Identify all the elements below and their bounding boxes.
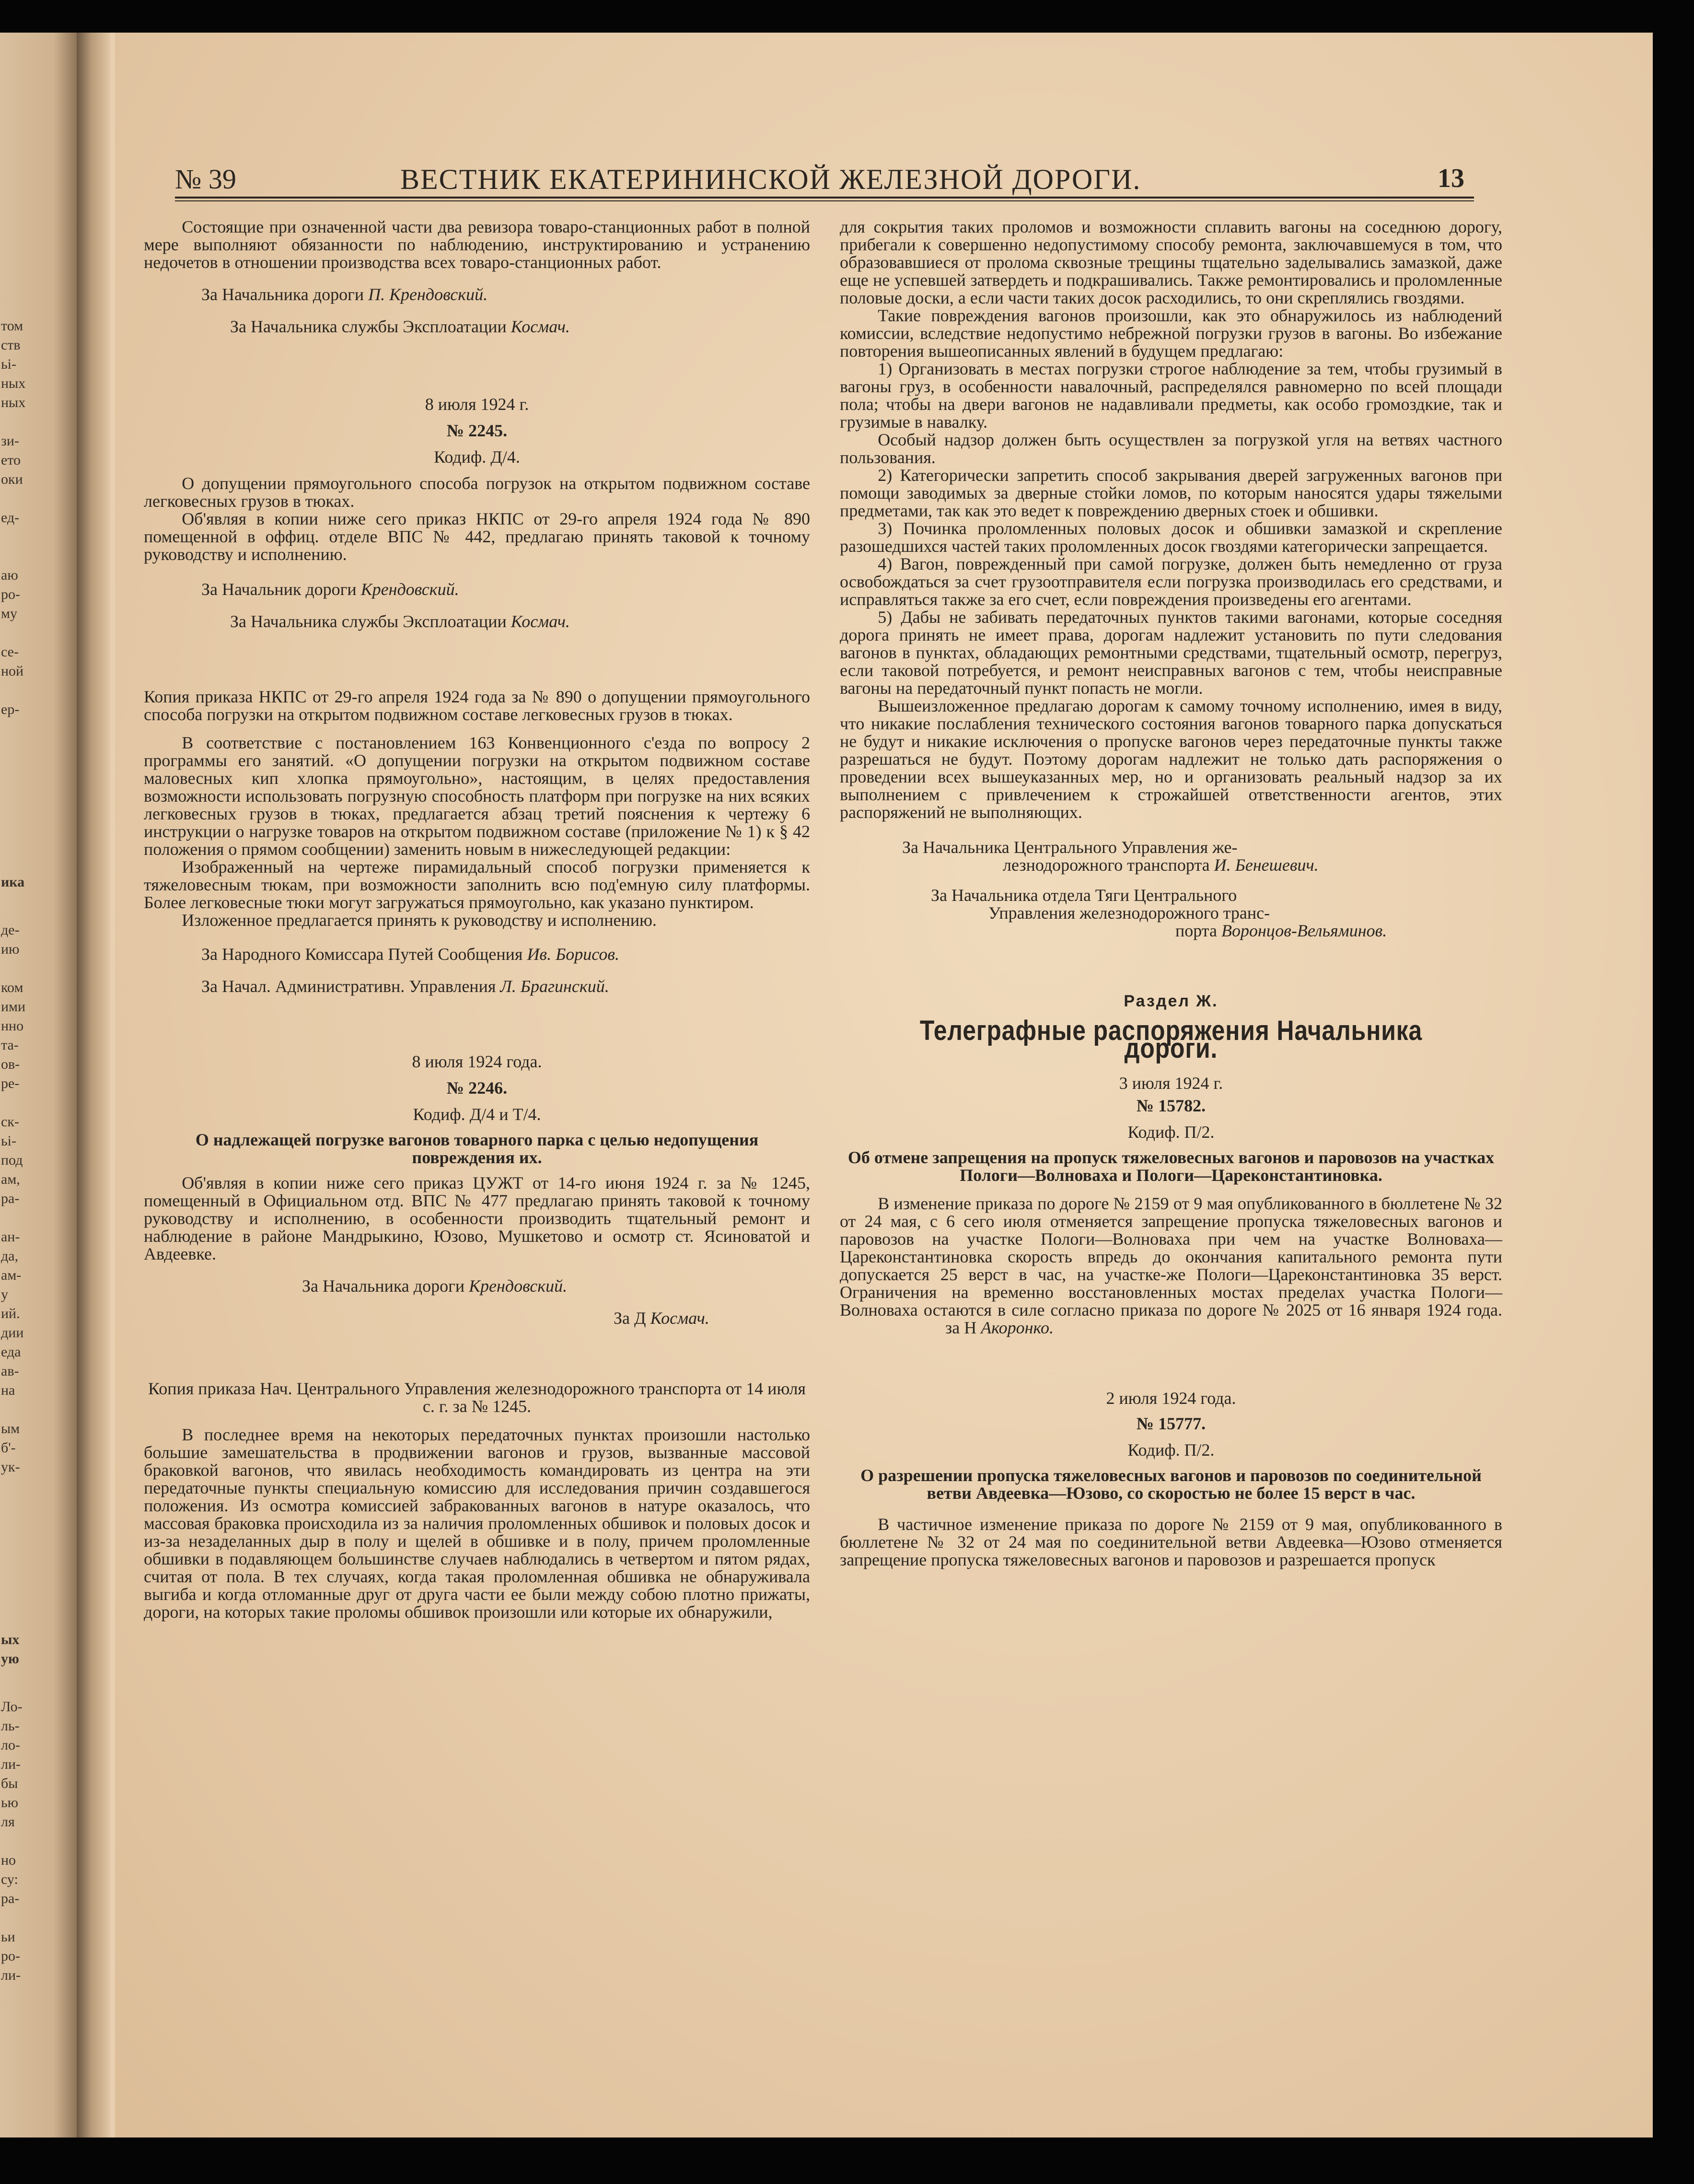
paragraph: Вышеизложенное предлагаю дорогам к самому точному исполнению, имея в виду, что никакие послабления технического состояния вагонов товарного парка допускаться не будут и никакие исключения о пропуске вагонов через передаточные пункты также разрешаться не будут. Поэтому дорогам надлежит не только дать распоряжения о проведении всех вышеуказанных мер, но и организовать реальный надзор за их выполнением с привлечением к строжайшей ответственности агентов, этих распоряжений не выполняющих. [840, 696, 1502, 822]
section-label: Раздел Ж. [1124, 992, 1218, 1010]
order-number: № 2246. [446, 1078, 508, 1098]
left-page-fragment: ро- [1, 586, 20, 602]
paragraph: О допущении прямоугольного способа погрузок на открытом подвижном составе легковесных грузов в тюках. [144, 474, 810, 511]
journal-title: ВЕСТНИК ЕКАТЕРИНИНСКОЙ ЖЕЛЕЗНОЙ ДОРОГИ. [400, 164, 1141, 195]
issue-number: № 39 [175, 164, 236, 195]
left-page-fragment: ов- [1, 1056, 20, 1072]
paragraph: Состоящие при означенной части два ревизора товаро-станционных работ в полной мере выполняют обязанности по наблюдению, инструктированию и устранению недочетов в отношении производства всех товаро-станционных работ. [144, 217, 810, 272]
book-gutter [77, 33, 110, 2137]
signature: За Начальника дороги П. Крендовский. [201, 285, 488, 304]
copy-heading: Копия приказа НКПС от 29-го апреля 1924 года за № 890 о допущении прямоугольного способа погрузки на открытом подвижном составе легковесных грузов в тюках. [144, 687, 810, 724]
order-date: 2 июля 1924 года. [1106, 1389, 1236, 1408]
left-page-fragment: ан- [1, 1229, 20, 1245]
header-rule [175, 200, 1474, 201]
paragraph: Об'являя в копии ниже сего приказ НКПС от 29-го апреля 1924 года № 890 помещенной в оффиц. отделе ВПС № 442, предлагаю принять таковой к точному руководству и исполнению. [144, 509, 810, 564]
order-number: № 2245. [446, 421, 508, 440]
left-page-fragment: ло- [1, 1737, 20, 1753]
left-page-fragment: ск- [1, 1114, 19, 1130]
paragraph: 1) Организовать в местах погрузки строгое наблюдение за тем, чтобы грузимый в вагоны груз, в особенности навалочный, распределялся равномерно по всей площади пола; чтобы на двери вагонов не надавливали предметы, как особо громоздкие, так и грузимые в навалку. [840, 359, 1502, 432]
left-page-fragment: под [1, 1152, 23, 1168]
left-page-fragment: ам, [1, 1171, 20, 1187]
order-number: № 15782. [1136, 1096, 1206, 1115]
paragraph: В соответствие с постановлением 163 Конвенционного с'езда по вопросу 2 программы его занятий. «О допущении погрузки на открытом подвижном составе маловесных кип хлопка прямоугольно», настоящим, в целях предоставления возможности использовать погрузную способность платформ при погрузке на них всяких легковесных грузов в тюках, предлагается абзац третий пояснения к чертежу 6 инструкции о нагрузке товаров на открытом подвижном составе (приложение № 1) к § 42 положения о прямом сообщении) заменить новым в нижеследующей редакции: [144, 733, 810, 859]
left-page-fragment: на [1, 1382, 15, 1398]
signature: За Д Космач. [614, 1308, 709, 1328]
signature: лезнодорожного транспорта И. Бенешевич. [1003, 855, 1319, 875]
left-page-fragment: ств [1, 337, 21, 353]
left-page-fragment: ика [1, 874, 25, 890]
left-page-fragment: та- [1, 1037, 19, 1053]
left-page-fragment: ам- [1, 1267, 22, 1283]
left-page-fragment: ьі- [1, 356, 17, 372]
signature: За Начальник дороги Крендовский. [201, 580, 459, 599]
left-page-fragment: ью [1, 1795, 19, 1810]
left-column [144, 218, 810, 1621]
paragraph: Изображенный на чертеже пирамидальный способ погрузки применяется к тяжеловесным тюкам, при возможности заполнить всю под'емную силу платформы. Более легковесные тюки могут загружаться прямоугольно, как указано пунктиром. [144, 857, 810, 912]
left-page-fragment: ий. [1, 1306, 20, 1321]
left-page-fragment: ав- [1, 1363, 19, 1379]
order-number: № 15777. [1136, 1414, 1206, 1433]
left-page-fragment: бы [1, 1775, 18, 1791]
order-code: Кодиф. П/2. [1127, 1122, 1215, 1142]
left-page-fragment: аю [1, 567, 18, 583]
left-page-fragment: ед- [1, 510, 20, 526]
paragraph: В изменение приказа по дороге № 2159 от 9 мая опубликованного в бюллетене № 32 от 24 мая, с 6 сего июля отменяется запрещение пропуска тяжеловесных вагонов и паровозов на участке Пологи—Волноваха при чем на участке Волноваха—Цареконстантиновка скорость впредь до окончания капитального ремонта пути допускается 25 верст в час, на участке-же Пологи—Цареконстантиновка 35 верст. Ограничения на временно восстановленных мостах пределах участка Пологи—Волноваха остаются в силе согласно приказа по дороге № 2025 от 16 января 1924 года. за Н Акоронко. [840, 1194, 1502, 1337]
left-page-fragment: да, [1, 1248, 19, 1264]
order-title: Об отмене запрещения на пропуск тяжеловесных вагонов и паровозов на участках Пологи—Волноваха и Пологи—Цареконстантиновка. [847, 1148, 1495, 1185]
left-page-fragment: ля [1, 1814, 15, 1830]
paragraph: В последнее время на некоторых передаточных пунктах произошли настолько большие замешательства в продвижении вагонов и грузов, вызванные массовой браковкой вагонов, что явилась необходимость командировать из центра на эти передаточные пункты специальную комиссию для исследования причин создавшегося положения. Из осмотра комиссией забракованных вагонов в натуре оказалось, что массовая браковка происходила из за наличия проломленных обшивок и половых досок и из-за незаделанных дыр в полу и щелей в обшивке и в полу, причем проломленные обшивки в подавляющем большинстве случаев наблюдались в четвертом и пятом рядах, считая от пола. В тех случаях, когда такая проломленная обшивка не обнаруживала выгиба и когда отломанные друг от друга части ее были между собою плотно прижаты, дороги, на которых такие проломы обшивок произошли или которые их обнаружили, [144, 1425, 810, 1622]
left-page-fragment: ер- [1, 701, 20, 717]
left-page-fragment: дии [1, 1325, 24, 1341]
order-title: О разрешении пропуска тяжеловесных вагонов и паровозов по соединительной ветви Авдеевка—Юзово, со скоростью не более 15 верст в час. [860, 1466, 1482, 1503]
signature: За Начальника Центрального Управления же- [902, 838, 1238, 857]
left-page-fragment: ль- [1, 1718, 20, 1734]
left-page-fragment: ре- [1, 1075, 20, 1091]
section-title: Телеграфные распоряжения Начальника дороги. [919, 1015, 1423, 1064]
left-page-fragment: у [1, 1286, 8, 1302]
left-page-fragment: ра- [1, 1191, 20, 1206]
left-page-fragment: се- [1, 644, 19, 660]
left-page-fragment: ро- [1, 1948, 20, 1964]
left-page-fragment: су: [1, 1871, 18, 1887]
left-page-fragment: ими [1, 999, 26, 1015]
order-date: 8 июля 1924 года. [412, 1052, 542, 1071]
signature: За Начальника отдела Тяги Центрального [931, 886, 1237, 905]
left-page-fragment: ьи [1, 1929, 15, 1945]
paragraph: 4) Вагон, поврежденный при самой погрузке, должен быть немедленно от груза освобождаться за счет грузоотправителя если погрузка производилась его средствами, и исправляться также за его счет, если повреждения произведены его агентами. [840, 554, 1502, 609]
paragraph: Такие повреждения вагонов произошли, как это обнаружилось из наблюдений комиссии, вследствие недопустимо небрежной погрузки грузов в вагоны. Во избежание повторения вышеописанных явлений в будущем предлагаю: [840, 306, 1502, 361]
page-header [175, 163, 1474, 199]
left-page-fragment: ых [1, 1632, 20, 1647]
paragraph: 5) Дабы не забивать передаточных пунктов такими вагонами, которые соседняя дорога принять не имеет права, дорогам надлежит установить по пути следования вагонов в пунктах, обладающих ремонтными средствами, тщательный осмотр, перегруз, если таковой потребуется, и ремонт неисправных вагонов с тем, чтобы неисправные вагоны на передаточный пункт попасть не могли. [840, 607, 1502, 698]
left-page-fragment: ных [1, 375, 26, 391]
signature: За Народного Комиссара Путей Сообщения Ив. Борисов. [201, 945, 620, 964]
paragraph: для сокрытия таких проломов и возможности сплавить вагоны на соседнюю дорогу, прибегали к совершенно недопустимому способу ремонта, заключавшемуся в том, что образовавшиеся от пролома сквозные трещины тщательно заделывались замазкой, даже еще не успевшей затвердеть и подкрашивались. Также ремонтировались и проломленные половые доски, а если части таких досок расходились, то они скреплялись гвоздями. [840, 217, 1502, 307]
left-page-fragment: но [1, 1852, 16, 1868]
left-page-fragment: ной [1, 663, 24, 679]
order-code: Кодиф. Д/4. [434, 447, 520, 467]
left-page-fragment: зи- [1, 433, 19, 449]
signature: За Начальника службы Эксплоатации Космач. [230, 612, 570, 631]
signature: порта Воронцов-Вельяминов. [1175, 921, 1387, 940]
left-page-fragment: Ло- [1, 1699, 23, 1715]
left-page-fragment: му [1, 606, 17, 621]
paragraph: Изложенное предлагается принять к руководству и исполнению. [182, 911, 657, 930]
left-page-fragment: ных [1, 395, 26, 410]
paragraph: Об'являя в копии ниже сего приказ ЦУЖТ от 14-го июня 1924 г. за № 1245, помещенный в Официальном отд. ВПС № 477 предлагаю принять таковой к точному руководству и исполнению, в особенности производить тщательный ремонт и наблюдение в районе Мандрыкино, Юзово, Мушкетово и осмотр ст. Ясиноватой и Авдеевке. [144, 1173, 810, 1263]
left-page-fragment: ли- [1, 1967, 21, 1983]
signature: За Начальника дороги Крендовский. [302, 1276, 568, 1296]
order-date: 3 июля 1924 г. [1119, 1074, 1223, 1093]
left-page-fragment: ьі- [1, 1133, 17, 1149]
left-page-fragment: ком [1, 980, 23, 995]
copy-heading: Копия приказа Нач. Центрального Управления железнодорожного транспорта от 14 июля с. г. за № 1245. [148, 1379, 806, 1416]
left-page-fragment: еда [1, 1344, 21, 1360]
left-page-fragment: ук- [1, 1459, 20, 1475]
page-number: 13 [1438, 164, 1464, 193]
order-title: О надлежащей погрузке вагонов товарного парка с целью недопущения повреждения их. [195, 1130, 759, 1167]
left-page-fragment: де- [1, 922, 20, 938]
left-page-fragment: ую [1, 1651, 19, 1667]
paragraph: В частичное изменение приказа по дороге № 2159 от 9 мая, опубликованного в бюллетене № 32 от 24 мая по соединительной ветви Авдеевка—Юзово отменяется запрещение пропуска тяжеловесных вагонов и паровозов и разрешается пропуск [840, 1515, 1502, 1569]
paragraph: Особый надзор должен быть осуществлен за погрузкой угля на ветвях частного пользования. [840, 430, 1502, 467]
signature: За Начальника службы Эксплоатации Космач. [230, 317, 570, 336]
left-page-fragment: ра- [1, 1891, 20, 1906]
left-page-fragment: нно [1, 1018, 24, 1034]
left-page-fragment: ым [1, 1421, 20, 1437]
left-page-edge [0, 33, 77, 2137]
order-code: Кодиф. Д/4 и Т/4. [413, 1105, 541, 1124]
left-page-fragment: б'- [1, 1440, 16, 1456]
left-page-fragment: том [1, 318, 23, 334]
signature: Управления железнодорожного транс- [988, 903, 1270, 923]
left-page-fragment: ли- [1, 1756, 21, 1772]
signature: За Начал. Административн. Управления Л. Брагинский. [201, 977, 609, 996]
right-column [840, 218, 1502, 1569]
left-page-fragment: ию [1, 941, 20, 957]
left-page-fragment: оки [1, 471, 23, 487]
order-date: 8 июля 1924 г. [425, 395, 529, 414]
paragraph: 2) Категорически запретить способ закрывания дверей загруженных вагонов при помощи заводимых за дверные стойки ломов, по которым наносятся удары тяжелыми предметами, так как это ведет к повреждению дверных стоек и обшивки. [840, 466, 1502, 520]
order-code: Кодиф. П/2. [1127, 1440, 1215, 1460]
paragraph: 3) Починка проломленных половых досок и обшивки замазкой и скрепление разошедшихся частей таких проломленных досок гвоздями категорически запрещается. [840, 519, 1502, 556]
left-page-fragment: ето [1, 452, 21, 468]
